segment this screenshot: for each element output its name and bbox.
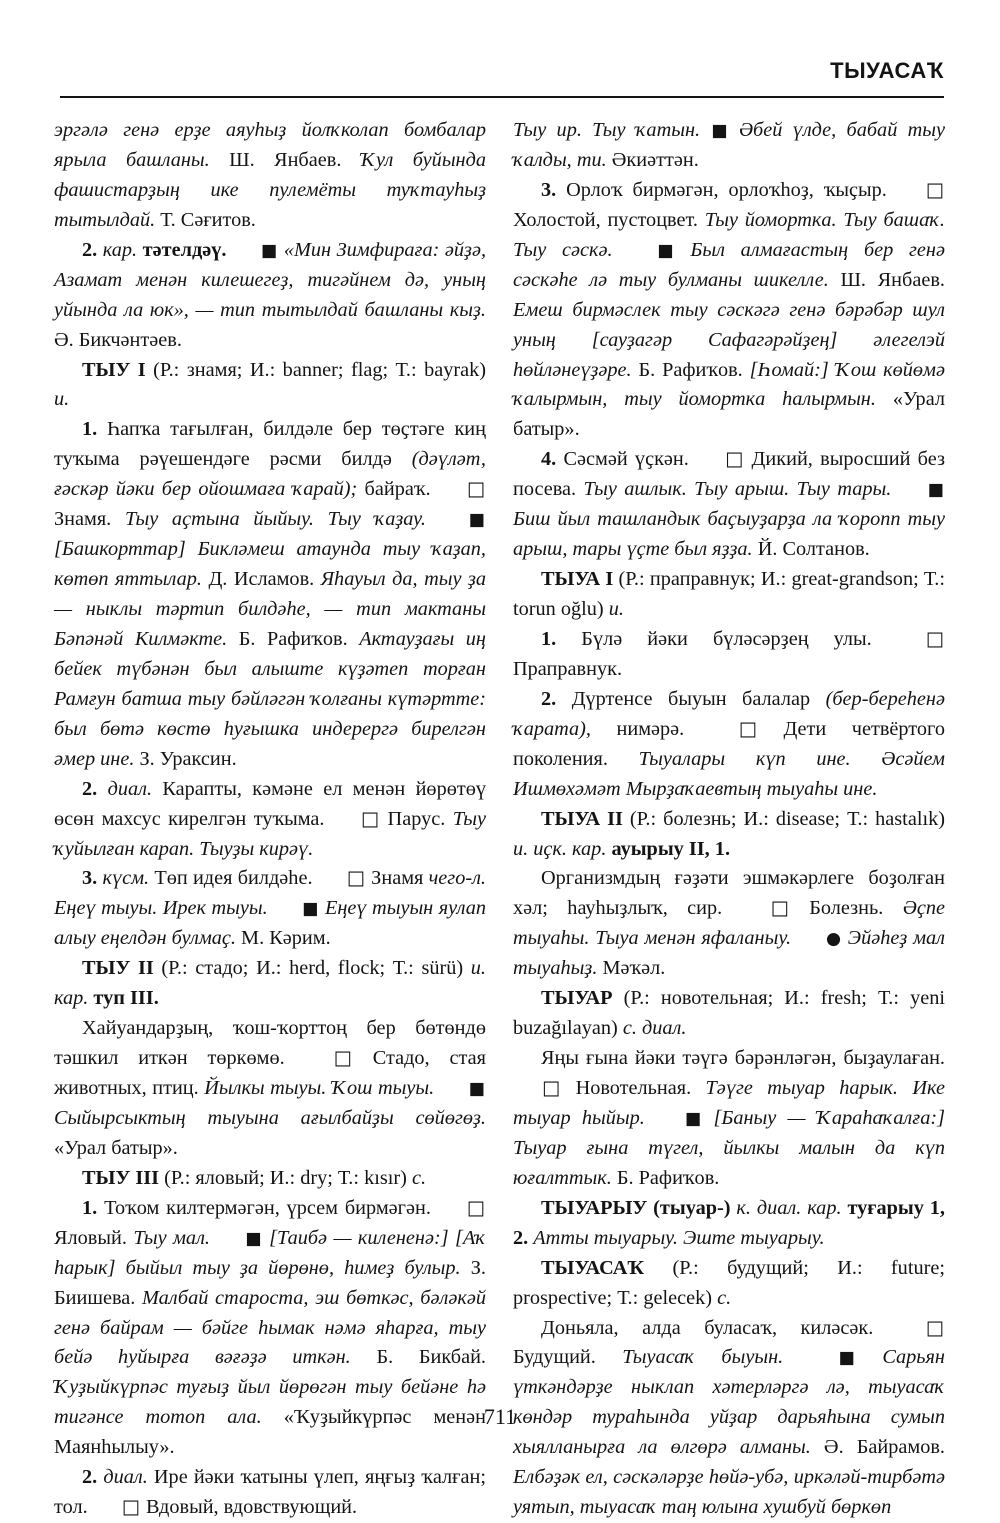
entry-text: З. Биишева. <box>54 1257 486 1309</box>
entry-italic-text: Тыу мал. <box>133 1227 210 1249</box>
entry-bold-text: 2. <box>541 688 556 710</box>
entry-bold-text: тәтелдәү. <box>143 239 227 261</box>
entry-text: Бүлә йәки бүләсәрҙең улы. <box>556 628 897 650</box>
filled-square-marker: ■ <box>440 1077 486 1102</box>
empty-square-marker: □ <box>696 445 744 473</box>
entry-italic-text: Яһауыл да, тыу ҙа — ныклы тәртип билдәһе, — тип мактаны Бәпәнәй Килмәкте. <box>54 568 486 650</box>
empty-square-marker: □ <box>897 1314 945 1342</box>
entry-italic-text: (дәүләт, ғәскәр йәки бер ойошмаға ҡарай); <box>54 448 486 500</box>
entry-text: «Ҡуҙыйкүрпәс менән Маянһылыу». <box>54 1406 486 1458</box>
filled-square-marker: ■ <box>710 119 728 144</box>
dictionary-entry-paragraph <box>54 236 486 356</box>
dictionary-entry-paragraph <box>513 685 945 805</box>
entry-text: Стадо, стая животных, птиц. <box>54 1047 486 1099</box>
entry-italic-text: Тәүге тыуар һарык. Ике тыуар һыйыр. <box>513 1077 945 1129</box>
entry-text: Ә. Байрамов. <box>811 1436 945 1458</box>
entry-italic-text: эргәлә генә ерҙе аяуһыҙ йолҡколап бомбалар ярыла башланы. <box>54 119 486 171</box>
empty-square-marker: □ <box>93 1493 141 1521</box>
empty-square-marker: □ <box>710 715 758 743</box>
dictionary-entry-paragraph <box>513 864 945 984</box>
empty-square-marker: □ <box>742 894 790 922</box>
entry-text <box>729 119 739 141</box>
entry-text: Вдовый, вдовствующий. <box>141 1496 357 1518</box>
entry-text: Б. Рафиҡов. <box>227 628 359 650</box>
entry-text: (Р.: праправнук; И.: great-grandson; Т.: torun oğlu) <box>513 568 945 620</box>
entry-bold-text: 2. <box>82 1466 103 1488</box>
filled-square-marker: ■ <box>232 239 278 264</box>
entry-italic-text: с. диал. <box>623 1017 687 1039</box>
empty-square-marker: □ <box>897 625 945 653</box>
entry-text: (Р.: новотельная; И.: fresh; Т.: yeni buzağılayan) <box>513 987 945 1039</box>
entry-text: Б. Рафиҡов. <box>612 1167 720 1189</box>
entry-text: Төп идея билдәһе. <box>149 867 318 889</box>
entry-text: Ш. Янбаев. <box>210 149 361 171</box>
entry-italic-text: Әбей үлде, бабай тыу ҡалды, ти. <box>513 119 945 171</box>
dictionary-entry-paragraph <box>54 1014 486 1164</box>
entry-text: (Р.: знамя; И.: banner; flag; Т.: bayrak) <box>146 359 486 381</box>
dictionary-entry-paragraph <box>513 1194 945 1254</box>
entry-bold-text: 3. <box>541 179 556 201</box>
right-column <box>513 116 945 1386</box>
entry-bold-text: туғарыу 1, 2. <box>513 1197 945 1249</box>
entry-italic-text: Әҫпе тыуаһы. Тыуа менән яфаланыу. <box>513 897 945 949</box>
entry-continuation <box>513 116 945 176</box>
entry-text: «Урал батыр». <box>513 388 945 440</box>
entry-bold-text: ТЫУАСАҠ <box>541 1257 644 1279</box>
entry-bold-text: ТЫУАР <box>541 987 613 1009</box>
entry-italic-text: Эйәһеҙ мал тыуаһыҙ. <box>513 927 945 979</box>
empty-square-marker: □ <box>897 176 945 204</box>
entry-text <box>702 1107 713 1129</box>
entry-text: (Р.: будущий; И.: future; prospective; Т.: gelecek) <box>513 1257 945 1309</box>
dictionary-entry-paragraph <box>54 1164 486 1194</box>
dictionary-entry-paragraph <box>513 565 945 625</box>
entry-bold-text: 2. <box>82 778 108 800</box>
entry-bold-text: ТЫУ III <box>82 1167 159 1189</box>
left-column <box>54 116 486 1386</box>
entry-bold-text: ТЫУ I <box>82 359 146 381</box>
entry-text: Яловый. <box>54 1227 133 1249</box>
entry-italic-text: Ҡул буйында фашистарҙың ике пулемёты туҡтауһыҙ тытылдай. <box>54 149 486 231</box>
empty-square-marker: □ <box>305 1044 353 1072</box>
entry-bold-text: ТЫУАРЫУ (тыуар-) <box>541 1197 731 1219</box>
entry-bold-text: 4. <box>541 448 556 470</box>
filled-square-marker: ■ <box>440 508 486 533</box>
entry-text: Яңы ғына йәки тәүгә бәрәнләгән, быҙаулаған. <box>541 1047 945 1069</box>
entry-italic-text: Сыйырсыктың тыуына ағылбайҙы сөйөгөҙ. <box>54 1107 486 1129</box>
entry-italic-text: Сарьян үткәндәрҙе ныклап хәтерләргә лә, тыуасаҡ көндәр тураһында уйҙар дарьяһына сумып хыялланырға ла өлгөрә алманы. <box>513 1346 945 1458</box>
dictionary-entry-paragraph <box>513 1044 945 1194</box>
entry-italic-text: (бер-береһенә ҡарата), <box>513 688 945 740</box>
entry-text <box>700 119 710 141</box>
entry-text: Тоҡом килтермәгән, үрсем бирмәгән. <box>97 1197 438 1219</box>
dictionary-entry-paragraph <box>513 1254 945 1314</box>
entry-italic-text: Еңеү тыуын яулап алыу еңелдән булмаҫ. <box>54 897 486 949</box>
entry-italic-text: Малбай староста, эш бөткәс, бәләкәй генә байрам — бәйге һымак нәмә яһарға, тыу бейә һуйырға вәғәҙә иткән. <box>54 1287 486 1369</box>
entry-italic-text: Емеш бирмәслек тыу сәскәгә генә бәрәбәр шул уның [сауҙагәр Сафагәрәйҙең] әлегелэй һөйләнеүҙәре. <box>513 299 945 381</box>
empty-square-marker: □ <box>438 1194 486 1222</box>
dictionary-entry-paragraph <box>54 864 486 954</box>
entry-italic-text: [Таибә — килененә:] [Аҡ һарык] быйыл тыу ҙа йөрөнө, һимеҙ булыр. <box>54 1227 486 1279</box>
filled-square-marker: ■ <box>810 1346 856 1371</box>
entry-text: Ә. Бикчәнтәев. <box>54 329 182 351</box>
entry-text: Д. Исламов. <box>202 568 321 590</box>
entry-text: Хайуандарҙың, ҡош-ҡорттоң бер бөтөндө тәшкил иткән төркөмө. <box>54 1017 486 1069</box>
entry-text: З. Ураксин. <box>134 748 236 770</box>
entry-italic-text: Тыу ир. Тыу ҡатын. <box>513 119 700 141</box>
entry-text: Сәсмәй үҫкән. <box>556 448 696 470</box>
entry-italic-text: кар. <box>103 239 137 261</box>
empty-square-marker: □ <box>513 1074 561 1102</box>
dictionary-entry-paragraph <box>54 954 486 1014</box>
entry-text: Знамя <box>366 867 429 889</box>
entry-text: Парус. <box>380 808 453 830</box>
entry-text <box>891 478 898 500</box>
entry-text <box>613 239 629 261</box>
entry-text: (Р.: болезнь; И.: disease; Т.: hastalık) <box>623 808 945 830</box>
entry-text: «Урал батыр». <box>54 1137 178 1159</box>
empty-square-marker: □ <box>438 475 486 503</box>
entry-italic-text: Тыу йоморткa. Тыу башаҡ. Тыу сәскә. <box>513 209 945 261</box>
entry-text <box>645 1107 656 1129</box>
entry-italic-text: Тыу ашлык. Тыу арыш. Тыу тары. <box>584 478 892 500</box>
entry-italic-text: к. диал. кар. <box>736 1197 841 1219</box>
entry-italic-text: Еңеү тыуы. Ирек тыуы. <box>54 897 268 919</box>
entry-text: Организмдың ғәҙәти эшмәкәрлеге боҙолған хәл; һауһыҙлыҡ, сир. <box>513 867 945 919</box>
entry-text: Б. Рафиҡов. <box>632 359 750 381</box>
entry-italic-text: Тыу ҡуйылған карап. Тыуҙы кирәү. <box>54 808 486 860</box>
entry-text: Холостой, пустоцвет. <box>513 209 705 231</box>
entry-text: Әкиәттән. <box>607 149 699 171</box>
entry-italic-text: и. <box>54 388 69 410</box>
header-rule <box>60 96 944 98</box>
entry-italic-text: Актауҙағы иң бейек түбәнән был алыште күҙәтеп торған Рамғун батша тыу бәйләгән ҡолғаны күтәртте: был бөтә көстө һуғышка индерергә бирелгән әмер ине. <box>54 628 486 770</box>
entry-text: (Р.: яловый; И.: dry; Т.: kısır) <box>159 1167 412 1189</box>
bullet-marker: ● <box>797 927 842 952</box>
entry-text: Праправнук. <box>513 658 622 680</box>
entry-italic-text: Был алмағастың бер генә сәскәһе лә тыу булманы шикелле. <box>513 239 945 291</box>
entry-bold-text: ауырыу II, 1. <box>611 838 730 860</box>
entry-text: Будущий. <box>513 1346 622 1368</box>
entry-italic-text: с. <box>717 1287 731 1309</box>
entry-bold-text: 1. <box>82 418 97 440</box>
entry-italic-text: с. <box>412 1167 426 1189</box>
entry-text <box>856 1346 882 1368</box>
empty-square-marker: □ <box>332 805 380 833</box>
dictionary-entry-paragraph <box>54 775 486 865</box>
dictionary-entry-paragraph <box>54 1463 486 1523</box>
dictionary-entry-paragraph <box>513 805 945 865</box>
entry-italic-text: и. кар. <box>54 957 486 1009</box>
filled-square-marker: ■ <box>656 1107 702 1132</box>
entry-italic-text: Тыуалары күп ине. Әсәйем Ишмөхәмәт Мырҙаҡаевтың тыуаһы ине. <box>513 748 945 800</box>
dictionary-entry-paragraph <box>513 176 945 445</box>
filled-square-marker: ■ <box>273 897 319 922</box>
entry-italic-text: [Баныу — Ҡараһаҡалға:] Тыуар ғына түгел, йылкы малын да күп юғалттык. <box>513 1107 945 1189</box>
entry-italic-text: и. иҫк. кар. <box>513 838 606 860</box>
entry-text <box>783 1346 809 1368</box>
entry-italic-text: чего-л. <box>429 867 486 889</box>
filled-square-marker: ■ <box>628 239 674 264</box>
page-number: 711 <box>0 1404 1000 1430</box>
entry-text: Болезнь. <box>790 897 903 919</box>
entry-text <box>675 239 691 261</box>
entry-bold-text: туп III. <box>93 987 158 1009</box>
entry-text: Знамя. <box>54 508 125 530</box>
entry-text: Һапҡа тағылған, билдәле бер төҫтәге киң туҡыма рәүешендәге рәсми билдә <box>54 418 486 470</box>
entry-continuation <box>54 116 486 236</box>
entry-italic-text: Ҡуҙыйкүрпәс туғыҙ йыл йөрөгән тыу бейәне һә тигәнсе тотоп ала. <box>54 1376 486 1428</box>
entry-italic-text: Тыу аҫтына йыйыу. Тыу ҡаҙау. <box>125 508 426 530</box>
entry-bold-text: 1. <box>541 628 556 650</box>
entry-text: Дети четвёртого поколения. <box>513 718 945 770</box>
entry-italic-text: күсм. <box>102 867 149 889</box>
entry-bold-text: 2. <box>82 239 103 261</box>
entry-text: (Р.: стадо; И.: herd, flock; Т.: sürü) <box>154 957 471 979</box>
running-head: ТЫУАСАҠ <box>830 58 944 84</box>
entry-text: Мәҡәл. <box>597 957 665 979</box>
filled-square-marker: ■ <box>899 478 945 503</box>
entry-text: Орлоҡ бирмәгән, орлоҡһоҙ, ҡыҫыр. <box>556 179 897 201</box>
entry-text: Й. Солтанов. <box>753 538 870 560</box>
entry-text: Карапты, кәмәне ел менән йөрөтөү өсөн махсус кирелгән туҡыма. <box>54 778 486 830</box>
dictionary-entry-paragraph <box>513 445 945 565</box>
empty-square-marker: □ <box>318 864 366 892</box>
entry-text: байраҡ. <box>357 478 438 500</box>
entry-italic-text: Биш йыл ташландык баҫыуҙарҙа ла ҡоропп тыу арыш, тары үҫте был яҙҙа. <box>513 508 945 560</box>
entry-text: М. Кәрим. <box>236 927 331 949</box>
dictionary-entry-paragraph <box>54 415 486 774</box>
entry-text: Ш. Янбаев. <box>829 269 945 291</box>
entry-text: Дүртенсе быуын балалар <box>556 688 825 710</box>
entry-text: Б. Бикбай. <box>351 1346 486 1368</box>
entry-italic-text: и. <box>609 598 624 620</box>
entry-bold-text: ТЫУ II <box>82 957 154 979</box>
entry-italic-text: Елбәҙәк ел, сәскәләрҙе һөйә-убә, иркәләй-тирбәтә уятып, тыуасаҡ таң юлына хушбуй бөркөп <box>513 1466 945 1518</box>
entry-italic-text: диал. <box>103 1466 147 1488</box>
filled-square-marker: ■ <box>216 1227 262 1252</box>
entry-italic-text: Атты тыуарыу. Эште тыуарыу. <box>533 1227 824 1249</box>
entry-text <box>426 508 440 530</box>
entry-italic-text: «Мин Зимфираға: әйҙә, Азамат менән килешегеҙ, тигәйнем дә, уның уйында ла юк», — тип тытылдай башланы кыҙ. <box>54 239 486 321</box>
entry-bold-text: ТЫУА II <box>541 808 623 830</box>
entry-italic-text: Тыуасаҡ быуын. <box>622 1346 783 1368</box>
entry-italic-text: диал. <box>108 778 152 800</box>
entry-italic-text: Йылкы тыуы. Ҡош тыуы. <box>204 1077 434 1099</box>
entry-bold-text: 3. <box>82 867 102 889</box>
dictionary-entry-paragraph <box>513 625 945 685</box>
entry-text: Новотельная. <box>561 1077 705 1099</box>
dictionary-entry-paragraph <box>54 356 486 416</box>
entry-text: Дикий, выросший без посева. <box>513 448 945 500</box>
entry-italic-text: [Башкорттар] Бикләмеш атаунда тыу ҡаҙап, көтөп яттылар. <box>54 538 486 590</box>
entry-text: Ире йәки ҡатыны үлеп, яңғыҙ ҡалған; тол. <box>54 1466 486 1518</box>
entry-text: Т. Сәғитов. <box>155 209 256 231</box>
entry-text: нимәрә. <box>591 718 710 740</box>
entry-italic-text: [Һомай:] Ҡош көйөмә ҡалырмын, тыу йоморткa һалырмын. <box>513 359 945 411</box>
entry-bold-text: ТЫУА I <box>541 568 613 590</box>
dictionary-entry-paragraph <box>513 984 945 1044</box>
entry-bold-text: 1. <box>82 1197 97 1219</box>
entry-text: Доньяла, алда буласаҡ, киләсәк. <box>541 1317 897 1339</box>
